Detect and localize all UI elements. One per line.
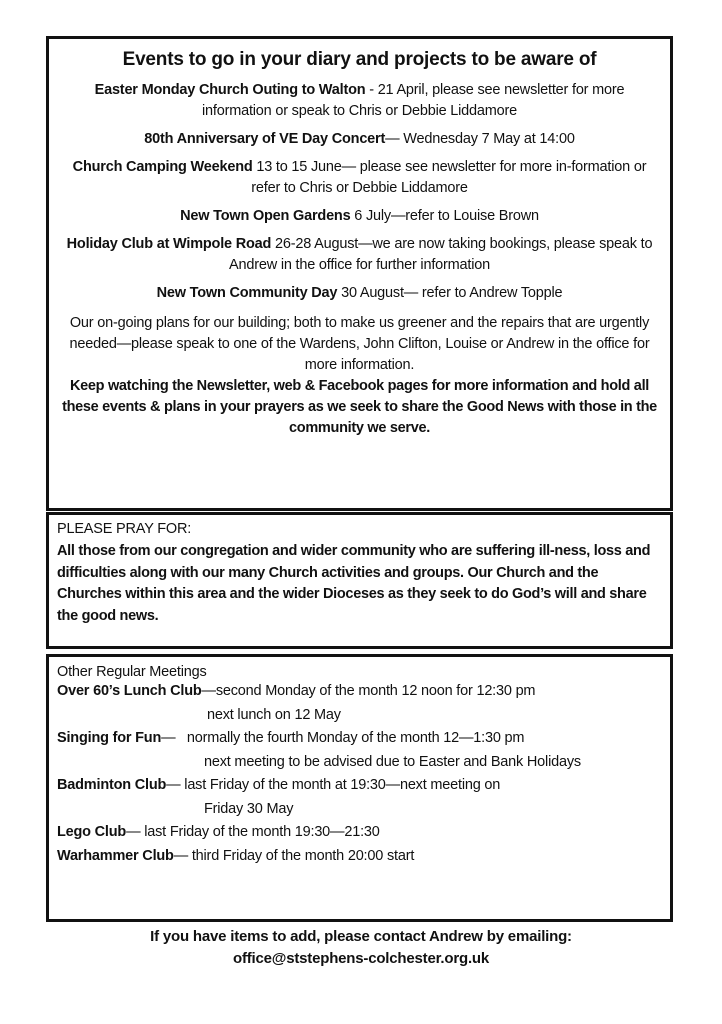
meeting-continuation: next meeting to be advised due to Easter and Bank Holidays bbox=[204, 753, 581, 770]
event-detail: — Wednesday 7 May at 14:00 bbox=[385, 131, 575, 147]
meeting-detail: — third Friday of the month 20:00 start bbox=[173, 847, 415, 864]
meeting-item bbox=[57, 845, 670, 869]
event-item bbox=[59, 206, 660, 227]
event-name: Easter Monday Church Outing to Walton bbox=[94, 82, 366, 98]
building-plans: Our on-going plans for our building; both to make us greener and the repairs that are urgently needed—please speak to one of the Wardens, John Clifton, Louise or Andrew in the office for more information. bbox=[69, 315, 650, 373]
event-name: 80th Anniversary of VE Day Concert bbox=[144, 131, 386, 147]
meeting-detail: — normally the fourth Monday of the month 12—1:30 pm bbox=[161, 730, 525, 746]
meeting-detail: —second Monday of the month 12 noon for 12:30 pm bbox=[201, 683, 536, 699]
meetings-title: Other Regular Meetings bbox=[57, 664, 207, 680]
prayer-title: PLEASE PRAY FOR: bbox=[57, 521, 192, 537]
meeting-name: Lego Club bbox=[57, 824, 127, 840]
meeting-name: Warhammer Club bbox=[57, 847, 174, 864]
meeting-item bbox=[57, 821, 670, 845]
meeting-name: Badminton Club bbox=[57, 777, 167, 793]
footer-contact bbox=[0, 926, 722, 970]
event-name: Church Camping Weekend bbox=[72, 159, 253, 175]
meeting-detail: — last Friday of the month at 19:30—next meeting on bbox=[166, 777, 501, 793]
prayer-body: All those from our congregation and wider community who are suffering ill-ness, loss and difficulties along with our many Church activities and groups. Our Church and the Churches within this area and the wider Dioceses as they seek to do God’s will and share the good news. bbox=[57, 543, 651, 624]
event-item bbox=[59, 234, 660, 276]
event-item bbox=[59, 157, 660, 199]
event-detail: 13 to 15 June— please see newsletter for more in-formation or refer to Chris or Debbie Liddamore bbox=[251, 159, 647, 196]
contact-email[interactable]: office@ststephens-colchester.org.uk bbox=[232, 950, 490, 967]
event-name: New Town Open Gardens bbox=[180, 208, 351, 224]
meeting-continuation: next lunch on 12 May bbox=[207, 706, 341, 723]
meeting-name: Singing for Fun bbox=[57, 730, 162, 746]
meeting-item bbox=[57, 774, 670, 798]
event-detail: - 21 April, please see newsletter for more information or speak to Chris or Debbie Liddamore bbox=[202, 82, 625, 119]
meeting-detail: — last Friday of the month 19:30—21:30 bbox=[126, 824, 380, 840]
meeting-item bbox=[57, 680, 670, 704]
event-detail: 26-28 August—we are now taking bookings, please speak to Andrew in the office for further information bbox=[229, 236, 653, 273]
event-item bbox=[59, 80, 660, 122]
meeting-continuation: Friday 30 May bbox=[204, 800, 294, 817]
event-item bbox=[59, 283, 660, 304]
event-item bbox=[59, 129, 660, 150]
event-detail: 6 July—refer to Louise Brown bbox=[350, 208, 539, 224]
meetings-box bbox=[46, 654, 673, 922]
meeting-item bbox=[57, 727, 670, 751]
event-name: Holiday Club at Wimpole Road bbox=[66, 236, 272, 252]
event-name: New Town Community Day bbox=[156, 285, 338, 301]
event-detail: 30 August— refer to Andrew Topple bbox=[337, 285, 563, 301]
events-title: Events to go in your diary and projects to be aware of bbox=[122, 49, 597, 70]
meeting-name: Over 60’s Lunch Club bbox=[57, 683, 202, 699]
footer-text: If you have items to add, please contact Andrew by emailing: bbox=[150, 928, 572, 945]
keep-watching-note: Keep watching the Newsletter, web & Facebook pages for more information and hold all these events & plans in your prayers as we seek to share the Good News with those in the community we serve. bbox=[62, 378, 657, 436]
prayer-box bbox=[46, 512, 673, 649]
events-box bbox=[46, 36, 673, 511]
